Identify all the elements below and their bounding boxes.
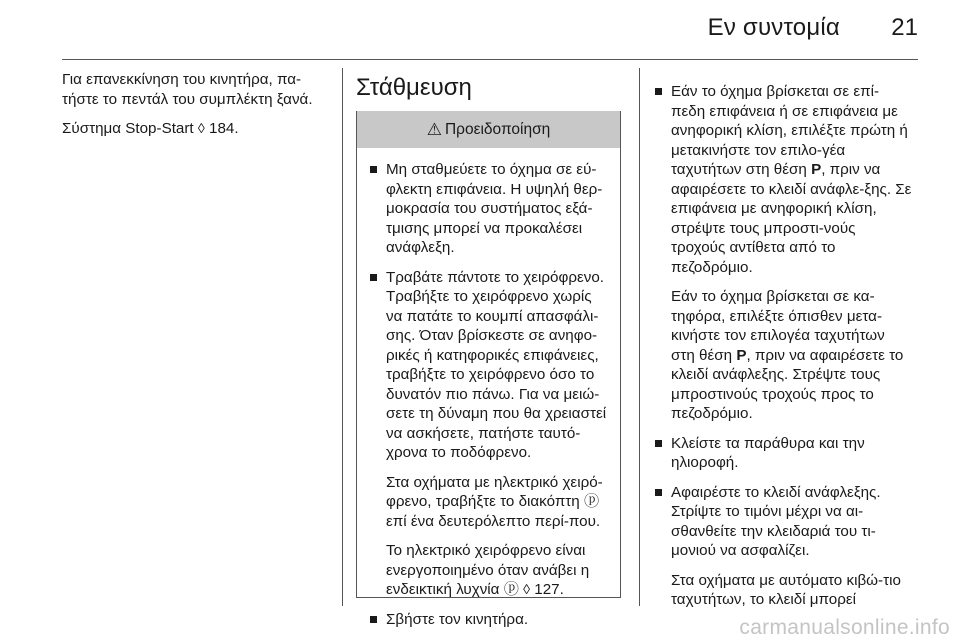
warning-bullet-3: Σβήστε τον κινητήρα.: [369, 610, 612, 630]
watermark: carmanualsonline.info: [739, 616, 950, 639]
warning-title: Προειδοποίηση: [444, 120, 551, 138]
column-divider-2: [639, 68, 640, 606]
col3-sub-3: Στα οχήματα με αυτόματο κιβώ-τιο ταχυτήτων, το κλειδί μπορεί: [671, 571, 901, 608]
warning-sub-1-text-b: επί ένα δευτερόλεπτο περί-που.: [386, 512, 601, 530]
warning-sub-1: [369, 473, 612, 532]
page-number: 21: [891, 14, 918, 41]
warning-box: [356, 111, 621, 628]
warning-triangle-icon: ⚠: [426, 119, 442, 139]
warning-sub-2-page-ref: 127.: [534, 581, 564, 598]
col3-bullet-1-text-b: , πριν να αφαιρέσετε το κλειδί ανάφλε-ξης. Σε επιφάνεια με ανηφορική κλίση, στρέψτε τους μπροστι-νούς τροχούς αντίθετα από το πεζοδρόμιο.: [671, 161, 912, 276]
warning-sub-2-text: Το ηλεκτρικό χειρόφρενο είναι ενεργοποιημένο όταν ανάβει η ενδεικτική λυχνία: [386, 542, 590, 598]
gear-p-label: P: [736, 346, 747, 364]
col3-bullet-3: Αφαιρέστε το κλειδί ανάφλεξης. Στρίψτε το τιμόνι μέχρι να αι-σθανθείτε την κλειδαριά του τι-μονιού να ασφαλίζει.: [654, 483, 912, 561]
col3-sub-1-text-a: Εάν το όχημα βρίσκεται σε κα-τηφόρα, επιλέξτε όπισθεν μετα-κινήστε τον επιλογέα ταχυτήτων στη θέση: [671, 288, 885, 364]
parking-brake-icon: ⓟ: [584, 493, 600, 510]
warning-body: [357, 148, 620, 629]
restart-paragraph: Για επανεκκίνηση του κινητήρα, πα-τήστε το πεντάλ του συμπλέκτη ξανά.: [62, 71, 313, 108]
column-3: [654, 82, 912, 620]
warning-bullet-2: Τραβάτε πάντοτε το χειρόφρενο. Τραβήξτε το χειρόφρενο χωρίς να πατάτε το κουμπί απασφάλι-σης. Όταν βρίσκεστε σε ανηφο-ρικές ή κατηφορικές επιφάνειες, τραβήξτε το χειρόφρενο όσο το δυνατόν πιο πάνω. Για να μειώ-σετε τη δύναμη που θα χρειαστεί να ασκήσετε, πατήστε ταυτό-χρονα το ποδόφρενο.: [369, 268, 612, 463]
section-title: Στάθμευση: [356, 74, 472, 101]
stop-start-page-ref: 184.: [209, 120, 239, 137]
col3-bullet-1: [654, 82, 912, 277]
page-ref-arrow-icon: ◊: [523, 581, 531, 597]
page-header-title: Εν συντομία: [707, 14, 840, 41]
warning-sub-2: [369, 541, 612, 600]
col3-bullet-1-text-a: Εάν το όχημα βρίσκεται σε επί-πεδη επιφάνεια ή σε επιφάνεια με ανηφορική κλίση, επιλέξτε πρώτη ή μετακινήστε τον επιλο-γέα ταχυτήτων στη θέση: [671, 83, 908, 178]
warning-sub-1-text-a: Στα οχήματα με ηλεκτρικό χειρό-φρενο, τραβήξτε το διακόπτη: [386, 473, 603, 510]
parking-brake-lamp-icon: ⓟ: [503, 581, 519, 598]
warning-bullet-1: Μη σταθμεύετε το όχημα σε εύ-φλεκτη επιφάνεια. Η υψηλή θερ-μοκρασία του συστήματος εξά-τμισης μπορεί να προκαλέσει ανάφλεξη.: [369, 160, 612, 258]
header-divider: [62, 59, 918, 60]
stop-start-reference: [62, 119, 332, 139]
column-divider-1: [342, 68, 343, 606]
col3-sub-1: [654, 287, 912, 424]
warning-header: [357, 111, 620, 148]
col3-bullet-2: Κλείστε τα παράθυρα και την ηλιοροφή.: [654, 434, 912, 473]
column-1: [62, 70, 332, 149]
stop-start-text: Σύστημα Stop-Start: [62, 120, 194, 137]
page-ref-arrow-icon: ◊: [197, 120, 205, 136]
gear-p-label: P: [811, 161, 822, 178]
col3-sub-1-text-b: , πριν να αφαιρέσετε το κλειδί ανάφλεξης. Στρέψτε τους μπροστινούς τροχούς προς το πεζοδρόμιο.: [671, 346, 904, 422]
